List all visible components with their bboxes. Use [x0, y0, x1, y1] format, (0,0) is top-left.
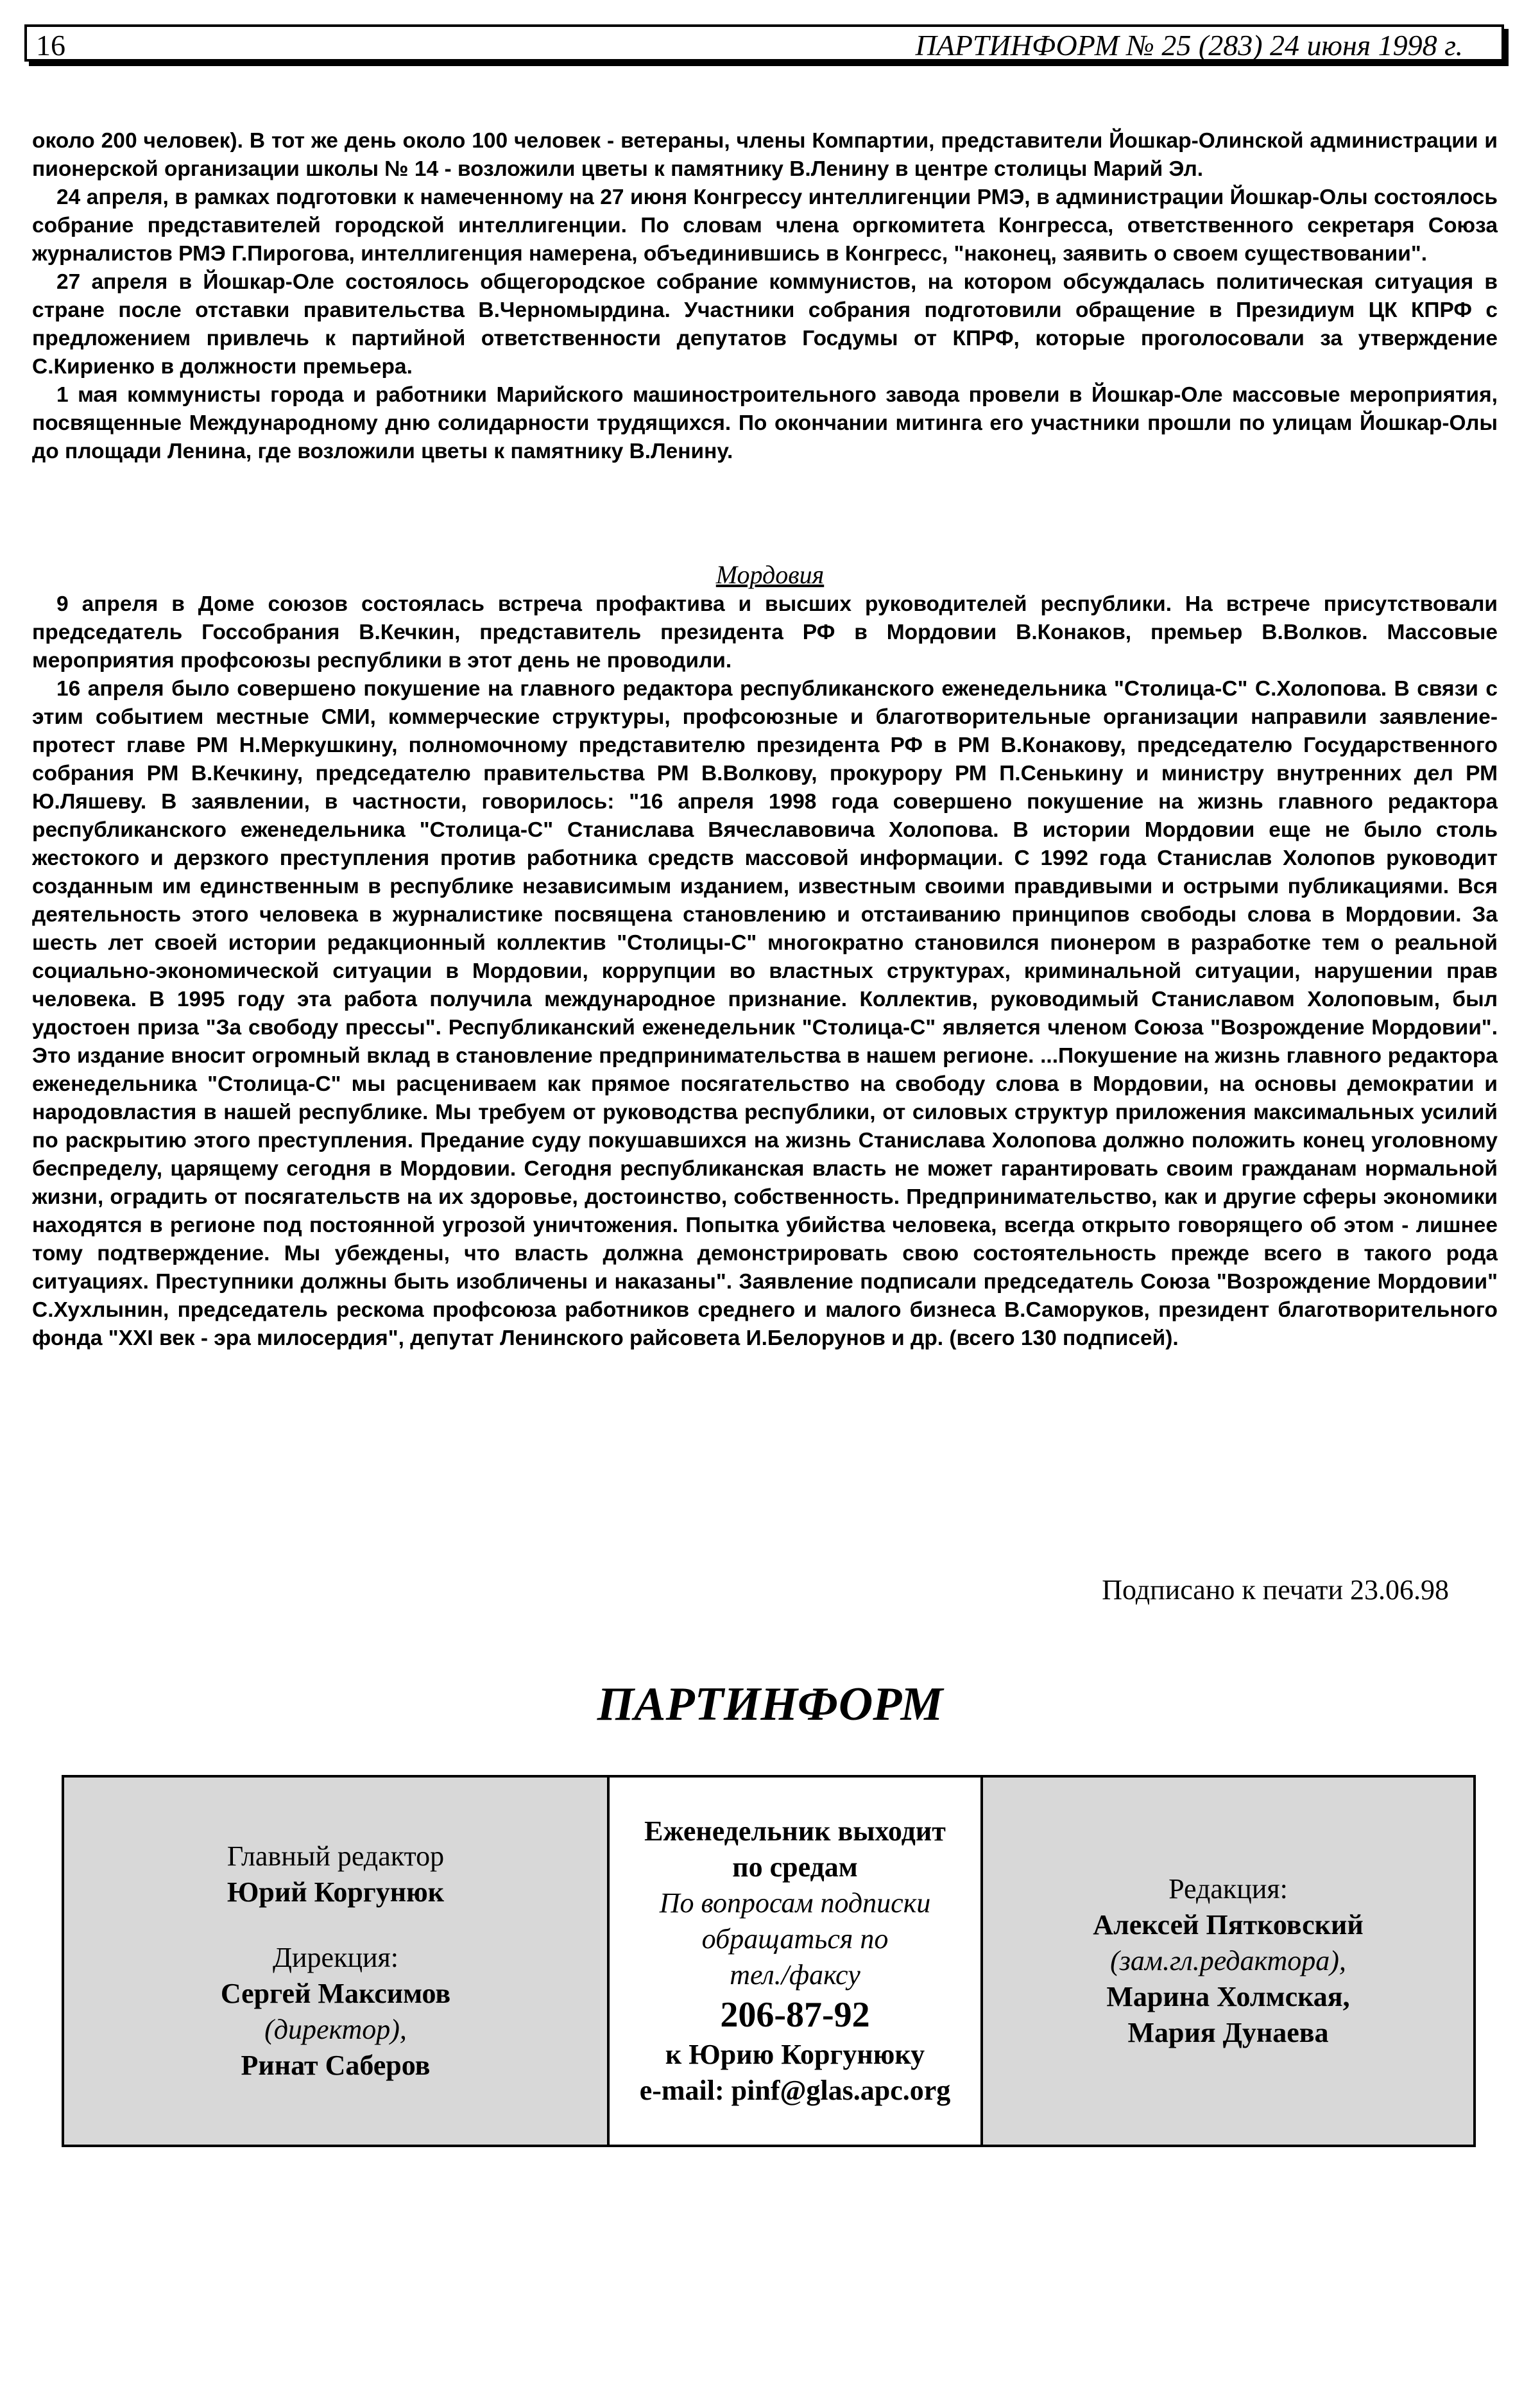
signed-to-print: Подписано к печати 23.06.98 — [1102, 1574, 1449, 1606]
director-name: Сергей Максимов — [220, 1978, 451, 2009]
subscription-contact: обращаться по — [701, 1923, 889, 1955]
editor-name-2: Марина Холмская, — [1106, 1981, 1350, 2012]
article-top — [32, 127, 1498, 466]
credits-right — [983, 1778, 1473, 2145]
frequency-line: Еженедельник выходит — [644, 1815, 946, 1847]
chief-editor-name: Юрий Коргунюк — [227, 1876, 445, 1908]
masthead-title: ПАРТИНФОРМ — [597, 1678, 943, 1731]
frequency-day: по средам — [732, 1851, 858, 1883]
editor-name-3: Мария Дунаева — [1127, 2017, 1329, 2048]
article-paragraph: 16 апреля было совершено покушение на главного редактора республиканского еженедельника "Столица-С" С.Холопова. В связи с этим событием местные СМИ, коммерческие структуры, профсоюзные и благотворительные организации направили заявление-протест главе РМ Н.Меркушкину, полномочному представителю президента РФ в РМ В.Конакову, председателю Государственного собрания РМ В.Кечкину, председателю правительства РМ В.Волкову, прокурору РМ П.Сенькину и министру внутренних дел РМ Ю.Ляшеву. В заявлении, в частности, говорилось: "16 апреля 1998 года совершено покушение на жизнь главного редактора республиканского еженедельника "Столица-С" Станислава Вячеславовича Холопова. В истории Мордовии еще не было столь жестокого и дерзкого преступления против работника средств массовой информации. С 1992 года Станислав Холопов руководит созданным им единственным в республике независимым изданием, известным своими правдивыми и острыми публикациями. Вся деятельность этого человека в журналистике посвящена становлению и отстаиванию принципов свободы слова в Мордовии. За шесть лет своей истории редакционный коллектив "Столицы-С" многократно становился пионером в разработке тем о реальной социально-экономической ситуации в Мордовии, коррупции во властных структурах, криминальной ситуации, нарушении прав человека. В 1995 году эта работа получила международное признание. Коллектив, руководимый Станиславом Холоповым, был удостоен приза "За свободу прессы". Республиканский еженедельник "Столица-С" является членом Союза "Возрождение Мордовии". Это издание вносит огромный вклад в становление предпринимательства в нашем регионе. ...Покушение на жизнь главного редактора еженедельника "Столица-С" мы расцениваем как прямое посягательство на свободу слова в Мордовии, на основы демократии и народовластия в нашей республике. Мы требуем от руководства республики, от силовых структур приложения максимальных усилий по раскрытию этого преступления. Предание суду покушавшихся на жизнь Станислава Холопова должно положить конец уголовному беспределу, царящему сегодня в Мордовии. Сегодня республиканская власть не может гарантировать своим гражданам нормальной жизни, оградить от посягательств на их здоровье, достоинство, собственность. Предпринимательство, как и другие сферы экономики находятся в регионе под постоянной угрозой уничтожения. Попытка убийства человека, всегда открыто говорящего об этом - лишнее тому подтверждение. Мы убеждены, что власть должна демонстрировать свою состоятельность прежде всего в такого рода ситуациях. Преступники должны быть изобличены и наказаны". Заявление подписали председатель Союза "Возрождение Мордовии" С.Хухлынин, председатель рескома профсоюза работников среднего и малого бизнеса В.Саморуков, президент благотворительного фонда "XXI век - эра милосердия", депутат Ленинского райсовета И.Белорунов и др. (всего 130 подписей). — [32, 677, 1498, 1350]
subscription-line: По вопросам подписки — [659, 1887, 931, 1919]
editor-role-1: (зам.гл.редактора), — [1110, 1945, 1346, 1976]
article-paragraph: 27 апреля в Йошкар-Оле состоялось общегородское собрание коммунистов, на котором обсуждалась политическая ситуация в стране после отставки правительства В.Черномырдина. Участники собрания подготовили обращение в Президиум ЦК КПРФ с предложением привлечь к партийной ответственности депутатов Госдумы от КПРФ, которые проголосовали за утверждение С.Кириенко в должности премьера. — [32, 270, 1498, 379]
page-number: 16 — [36, 29, 65, 62]
editorial-label: Редакция: — [1168, 1873, 1288, 1905]
article-mordovia — [32, 590, 1498, 1353]
directorate-label: Дирекция: — [272, 1942, 399, 1973]
email-address: e-mail: pinf@glas.apc.org — [639, 2075, 951, 2106]
contact-person: к Юрию Коргунюку — [665, 2039, 925, 2070]
director-second-name: Ринат Саберов — [241, 2050, 431, 2081]
issue-title: ПАРТИНФОРМ № 25 (283) 24 июня 1998 г. — [915, 29, 1463, 62]
section-title: Мордовия — [715, 560, 825, 589]
editor-name-1: Алексей Пятковский — [1093, 1909, 1364, 1941]
phone-number: 206-87-92 — [720, 1995, 870, 2035]
credits-left — [64, 1778, 607, 2145]
director-role: (директор), — [264, 2014, 407, 2045]
article-paragraph: около 200 человек). В тот же день около 100 человек - ветераны, члены Компартии, представители Йошкар-Олинской администрации и пионерской организации школы № 14 - возложили цветы к памятнику В.Ленину в центре столицы Марий Эл. — [32, 129, 1498, 181]
credits-middle — [607, 1778, 983, 2145]
article-paragraph: 1 мая коммунисты города и работники Марийского машиностроительного завода провели в Йошкар-Оле массовые мероприятия, посвященные Международному дню солидарности трудящихся. По окончании митинга его участники прошли по улицам Йошкар-Олы до площади Ленина, где возложили цветы к памятнику В.Ленину. — [32, 383, 1498, 463]
article-paragraph: 24 апреля, в рамках подготовки к намеченному на 27 июня Конгрессу интеллигенции РМЭ, в администрации Йошкар-Олы состоялось собрание представителей городской интеллигенции. По словам члена оргкомитета Конгресса, ответственного секретаря Союза журналистов РМЭ Г.Пирогова, интеллигенция намерена, объединившись в Конгресс, "наконец, заявить о своем существовании". — [32, 185, 1498, 266]
article-paragraph: 9 апреля в Доме союзов состоялась встреча профактива и высших руководителей республики. На встрече присутствовали председатель Госсобрания В.Кечкин, представитель президента РФ в Мордовии В.Конаков, премьер В.Волков. Массовые мероприятия профсоюзы республики в этот день не проводили. — [32, 592, 1498, 673]
chief-editor-label: Главный редактор — [227, 1840, 445, 1872]
subscription-phone-label: тел./факсу — [730, 1959, 860, 1991]
credits-box — [62, 1775, 1476, 2147]
page-header — [24, 24, 1504, 62]
